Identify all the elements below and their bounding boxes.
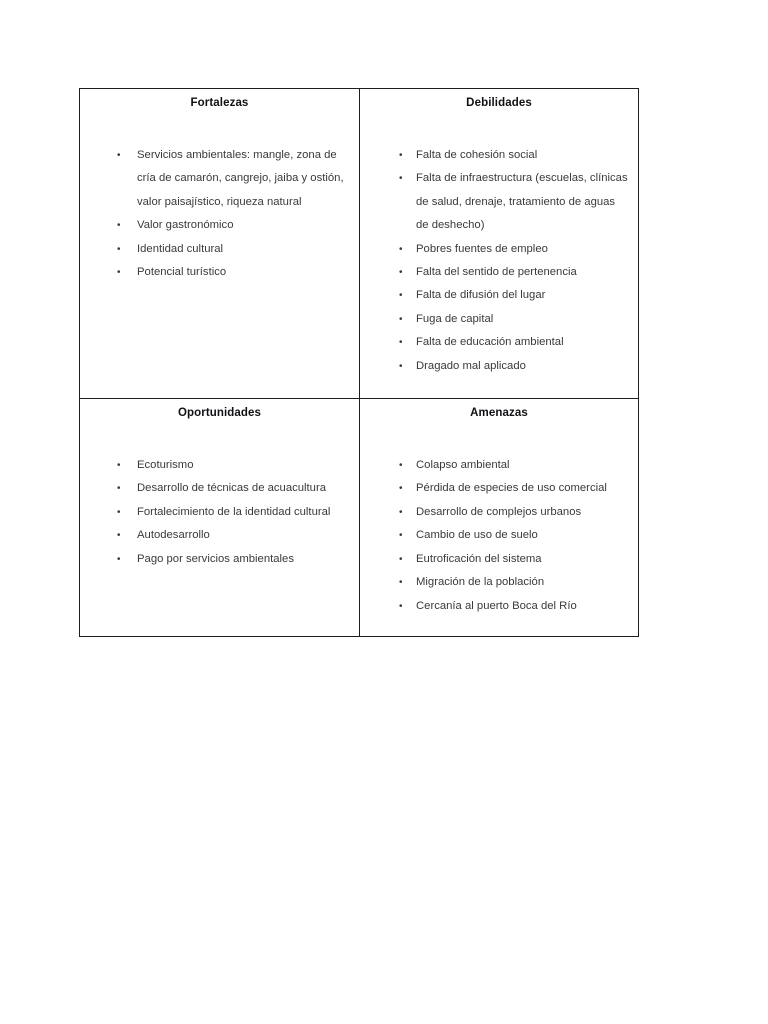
list-item: • Identidad cultural (88, 238, 351, 261)
list-item: • Colapso ambiental (368, 454, 630, 477)
list-item: • Desarrollo de técnicas de acuacultura (88, 477, 351, 500)
item-list-amenazas (368, 454, 630, 618)
list-item: • Cambio de uso de suelo (368, 524, 630, 547)
list-item: • Falta de difusión del lugar (368, 284, 630, 307)
list-item: • Ecoturismo (88, 454, 351, 477)
list-item: • Potencial turístico (88, 261, 351, 284)
list-item: • Pago por servicios ambientales (88, 548, 351, 571)
cell-spacer (368, 618, 630, 626)
quadrant-title-amenazas: Amenazas (470, 407, 528, 420)
list-item: • Fuga de capital (368, 308, 630, 331)
list-item: • Desarrollo de complejos urbanos (368, 501, 630, 524)
quadrant-cell-debilidades (360, 89, 639, 399)
list-item: • Pérdida de especies de uso comercial (368, 477, 630, 500)
list-item: • Autodesarrollo (88, 524, 351, 547)
swot-matrix-table (79, 88, 639, 637)
table-row-opportunities-threats (80, 399, 639, 637)
quadrant-cell-fortalezas (80, 89, 360, 399)
list-item: • Servicios ambientales: mangle, zona de cría de camarón, cangrejo, jaiba y ostión, valor paisajístico, riqueza natural (88, 144, 351, 214)
quadrant-title-fortalezas: Fortalezas (190, 97, 249, 109)
list-item: • Valor gastronómico (88, 214, 351, 237)
cell-spacer (88, 571, 351, 621)
list-item: • Fortalecimiento de la identidad cultural (88, 501, 351, 524)
item-list-oportunidades (88, 454, 351, 571)
list-item: • Falta de educación ambiental (368, 331, 630, 354)
cell-spacer (88, 284, 351, 366)
item-list-fortalezas (88, 144, 351, 284)
list-item: • Migración de la población (368, 571, 630, 594)
item-list-debilidades (368, 144, 630, 378)
quadrant-title-debilidades: Debilidades (466, 97, 532, 109)
list-item: • Falta del sentido de pertenencia (368, 261, 630, 284)
list-item: • Falta de infraestructura (escuelas, clínicas de salud, drenaje, tratamiento de aguas de deshecho) (368, 167, 630, 237)
cell-spacer (368, 378, 630, 388)
quadrant-cell-amenazas (360, 399, 639, 637)
quadrant-title-oportunidades: Oportunidades (177, 407, 262, 420)
table-row-strengths-weaknesses (80, 89, 639, 399)
quadrant-cell-oportunidades (80, 399, 360, 637)
list-item: • Dragado mal aplicado (368, 355, 630, 378)
list-item: • Cercanía al puerto Boca del Río (368, 595, 630, 618)
list-item: • Eutroficación del sistema (368, 548, 630, 571)
list-item: • Falta de cohesión social (368, 144, 630, 167)
list-item: • Pobres fuentes de empleo (368, 238, 630, 261)
